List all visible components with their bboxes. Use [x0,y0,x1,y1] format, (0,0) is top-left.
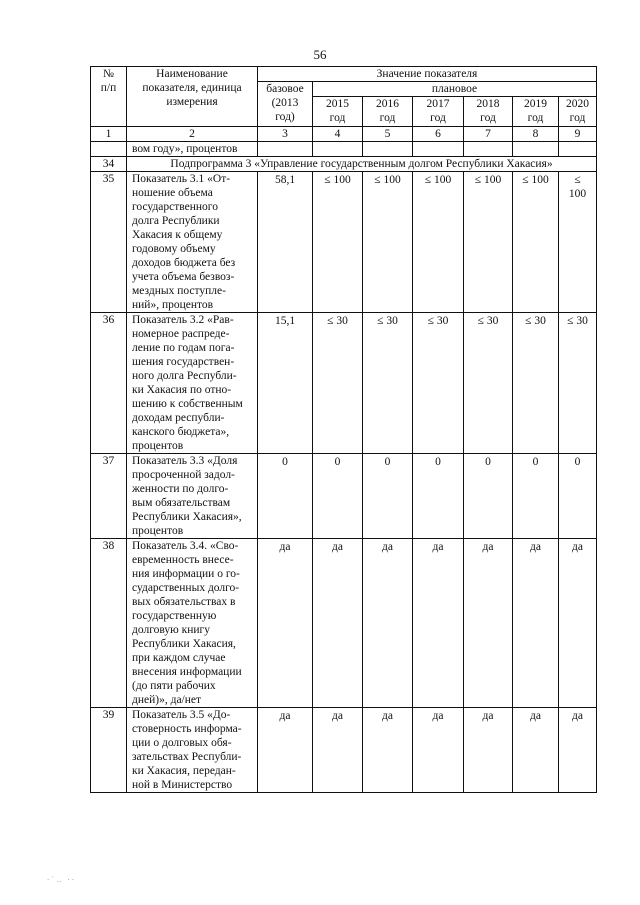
indicator-name-line: ного долга Республи- [132,370,237,382]
header-value-group: Значение показателя [258,67,597,82]
planned-value: да [464,708,513,793]
indicator-name-line: мездных поступле- [132,285,226,297]
header-name: Наименование показателя, единица измерения [127,67,258,127]
column-number-9: 9 [559,127,597,142]
planned-value: да [313,539,363,708]
planned-value: да [363,539,413,708]
planned-value: ≤ 100 [313,172,363,313]
indicator-name-line: дней)», да/нет [132,694,202,706]
indicator-name-line: канского бюджета», [132,426,230,438]
subprogram-title: Подпрограмма 3 «Управление государственным долгом Республики Хакасия» [127,157,597,172]
indicator-name-line: номерное распреде- [132,328,230,340]
row-num: 39 [91,708,127,793]
planned-value: ≤ 30 [559,313,597,454]
indicator-name-line: Хакасия к общему [132,229,223,241]
indicator-name-line: Показатель 3.1 «От- [132,173,231,185]
header-year-4: 2018 год [464,97,513,127]
planned-value: 0 [513,454,559,539]
continuation-text: вом году», процентов [127,142,258,157]
indicator-name-line: процентов [132,440,184,452]
planned-value: ≤ 100 [413,172,464,313]
indicator-name-line: при каждом случае [132,652,226,664]
indicator-name-line: Показатель 3.3 «Доля [132,455,238,467]
indicator-name-line: ление по годам пога- [132,342,235,354]
header-year-5: 2019 год [513,97,559,127]
header-year-6: 2020 год [559,97,597,127]
table-row [91,454,597,539]
continuation-num [91,142,127,157]
base-value: 15,1 [258,313,313,454]
column-number-6: 6 [413,127,464,142]
indicator-name-line: просроченной задол- [132,469,235,481]
indicator-name-line: Показатель 3.4. «Сво- [132,540,239,552]
column-number-5: 5 [363,127,413,142]
planned-value: 0 [464,454,513,539]
row-num: 36 [91,313,127,454]
planned-value: ≤ 30 [464,313,513,454]
indicator-name-line: ки Хакасия, передан- [132,765,236,777]
indicator-name [127,539,258,708]
column-number-3: 3 [258,127,313,142]
indicator-name-line: доходов бюджета без [132,257,236,269]
table-row [91,539,597,708]
planned-value: да [559,539,597,708]
scan-mark: ·˙‥ ·· [47,876,77,884]
indicator-name-line: стоверность информа- [132,723,242,735]
base-value: 0 [258,454,313,539]
indicator-name-line: ния информации о го- [132,568,240,580]
planned-value: да [313,708,363,793]
indicator-name-line: шения государствен- [132,356,235,368]
indicator-name-line: (до пяти рабочих [132,680,216,692]
indicator-name-line: ки Хакасия по отно- [132,384,232,396]
header-year-3: 2017 год [413,97,464,127]
indicator-name-line: доходам республи- [132,412,225,424]
planned-value: да [513,708,559,793]
indicator-name-line: вых обязательствах в [132,596,236,608]
indicator-name-line: ной в Министерство [132,779,233,791]
planned-value: ≤ 30 [313,313,363,454]
indicator-name-line: долговую книгу [132,624,210,636]
row-num: 37 [91,454,127,539]
planned-value: ≤ 30 [513,313,559,454]
planned-value: да [513,539,559,708]
indicator-name-line: зательствах Республи- [132,751,242,763]
planned-value: да [413,539,464,708]
indicator-name-line: Показатель 3.5 «До- [132,709,231,721]
column-number-8: 8 [513,127,559,142]
row-num: 38 [91,539,127,708]
indicator-name [127,313,258,454]
indicator-name-line: учета объема безвоз- [132,271,235,283]
base-value: да [258,539,313,708]
column-number-4: 4 [313,127,363,142]
indicator-name-line: Показатель 3.2 «Рав- [132,314,234,326]
table-row [91,313,597,454]
indicator-name-line: евременность внесе- [132,554,234,566]
indicator-name-line: ции о долговых обя- [132,737,232,749]
subprogram-num: 34 [91,157,127,172]
header-num: № п/п [91,67,127,127]
indicator-name-line: Республики Хакасия, [132,638,236,650]
indicator-name [127,708,258,793]
planned-value: да [464,539,513,708]
planned-value: ≤ 100 [363,172,413,313]
planned-value: да [559,708,597,793]
base-value: 58,1 [258,172,313,313]
planned-value: 0 [413,454,464,539]
planned-value: ≤ 100 [464,172,513,313]
planned-value: 0 [313,454,363,539]
indicators-table [90,66,597,793]
planned-value: ≤ 30 [413,313,464,454]
planned-value: 0 [363,454,413,539]
column-number-7: 7 [464,127,513,142]
indicator-name-line: шению к собственным [132,398,243,410]
indicator-name-line: процентов [132,525,184,537]
indicator-name-line: сударственных долго- [132,582,240,594]
indicator-name-line: женности по долго- [132,483,229,495]
column-number-1: 1 [91,127,127,142]
planned-value: ≤ 100 [513,172,559,313]
indicator-name-line: государственного [132,201,218,213]
indicator-name-line: государственную [132,610,217,622]
indicator-name-line: Республики Хакасия», [132,511,242,523]
planned-value: да [413,708,464,793]
planned-value: ≤ 30 [363,313,413,454]
header-base: базовое (2013 год) [258,82,313,127]
indicator-name [127,172,258,313]
header-year-2: 2016 год [363,97,413,127]
indicator-name [127,454,258,539]
indicator-name-line: долга Республики [132,215,220,227]
planned-value: ≤ 100 [559,172,597,313]
row-num: 35 [91,172,127,313]
planned-value: да [363,708,413,793]
header-planned: плановое [313,82,597,97]
base-value: да [258,708,313,793]
planned-value: 0 [559,454,597,539]
page-number: 56 [313,47,327,62]
indicator-name-line: ний», процентов [132,299,214,311]
table-row [91,708,597,793]
indicator-name-line: вым обязательствам [132,497,231,509]
indicator-name-line: внесения информации [132,666,242,678]
header-year-1: 2015 год [313,97,363,127]
indicator-name-line: ношение объема [132,187,213,199]
table-row [91,172,597,313]
indicator-name-line: годовому объему [132,243,216,255]
column-number-2: 2 [127,127,258,142]
